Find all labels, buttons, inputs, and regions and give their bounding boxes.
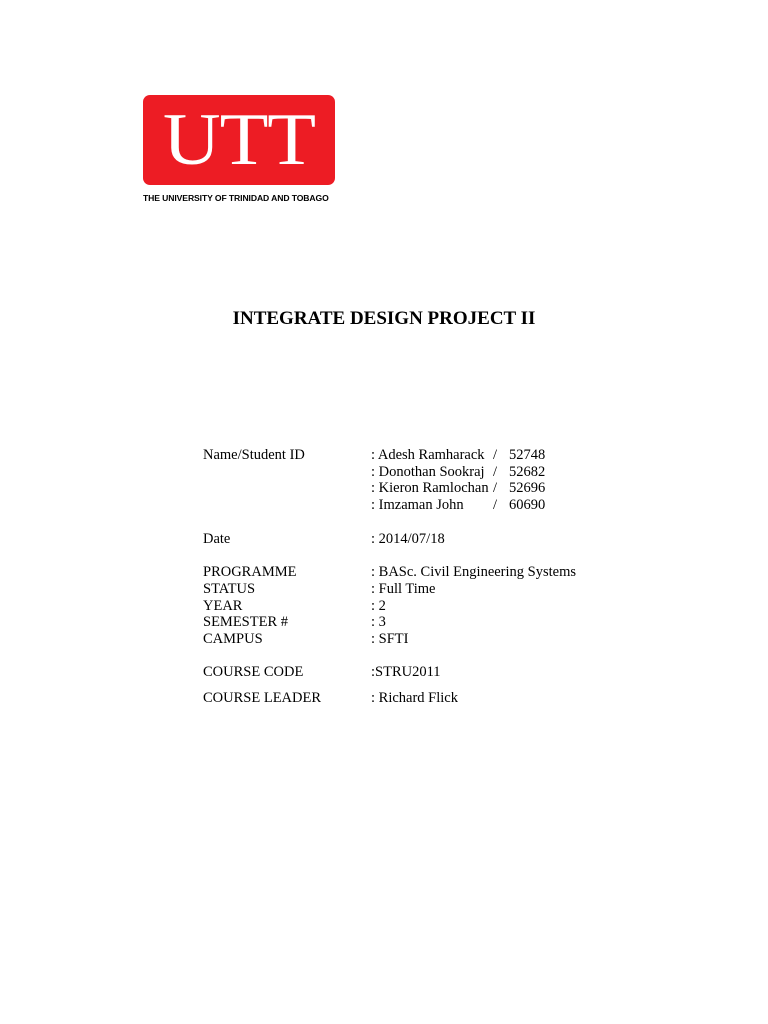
date-value: : 2014/07/18 bbox=[371, 531, 445, 547]
status-value: : Full Time bbox=[371, 581, 436, 597]
student-separator: / bbox=[493, 480, 498, 496]
semester-label: SEMESTER # bbox=[203, 614, 288, 630]
student-separator: / bbox=[493, 464, 498, 480]
status-label: STATUS bbox=[203, 581, 256, 597]
utt-logo bbox=[143, 95, 335, 185]
student-name: : Donothan Sookraj bbox=[371, 464, 485, 480]
programme-label: PROGRAMME bbox=[203, 564, 297, 580]
student-name: : Kieron Ramlochan bbox=[371, 480, 489, 496]
student-name: : Adesh Ramharack bbox=[371, 447, 485, 463]
course-leader-label: COURSE LEADER bbox=[203, 690, 322, 706]
programme-value: : BASc. Civil Engineering Systems bbox=[371, 564, 577, 580]
student-id: 60690 bbox=[509, 497, 546, 513]
student-separator: / bbox=[493, 497, 498, 513]
course-code-value: :STRU2011 bbox=[371, 664, 441, 680]
year-value: : 2 bbox=[371, 598, 386, 614]
campus-value: : SFTI bbox=[371, 631, 409, 647]
logo-subtitle: THE UNIVERSITY OF TRINIDAD AND TOBAGO bbox=[143, 193, 329, 203]
document-title: INTEGRATE DESIGN PROJECT II bbox=[232, 308, 536, 329]
semester-value: : 3 bbox=[371, 614, 386, 630]
student-id: 52696 bbox=[509, 480, 546, 496]
year-label: YEAR bbox=[203, 598, 243, 614]
course-code-label: COURSE CODE bbox=[203, 664, 304, 680]
name-student-id-label: Name/Student ID bbox=[203, 447, 305, 463]
campus-label: CAMPUS bbox=[203, 631, 263, 647]
course-leader-value: : Richard Flick bbox=[371, 690, 458, 706]
student-separator: / bbox=[493, 447, 498, 463]
student-id: 52748 bbox=[509, 447, 546, 463]
logo-text: UTT bbox=[162, 99, 316, 181]
date-label: Date bbox=[203, 531, 231, 547]
student-name: : Imzaman John bbox=[371, 497, 464, 513]
student-id: 52682 bbox=[509, 464, 546, 480]
